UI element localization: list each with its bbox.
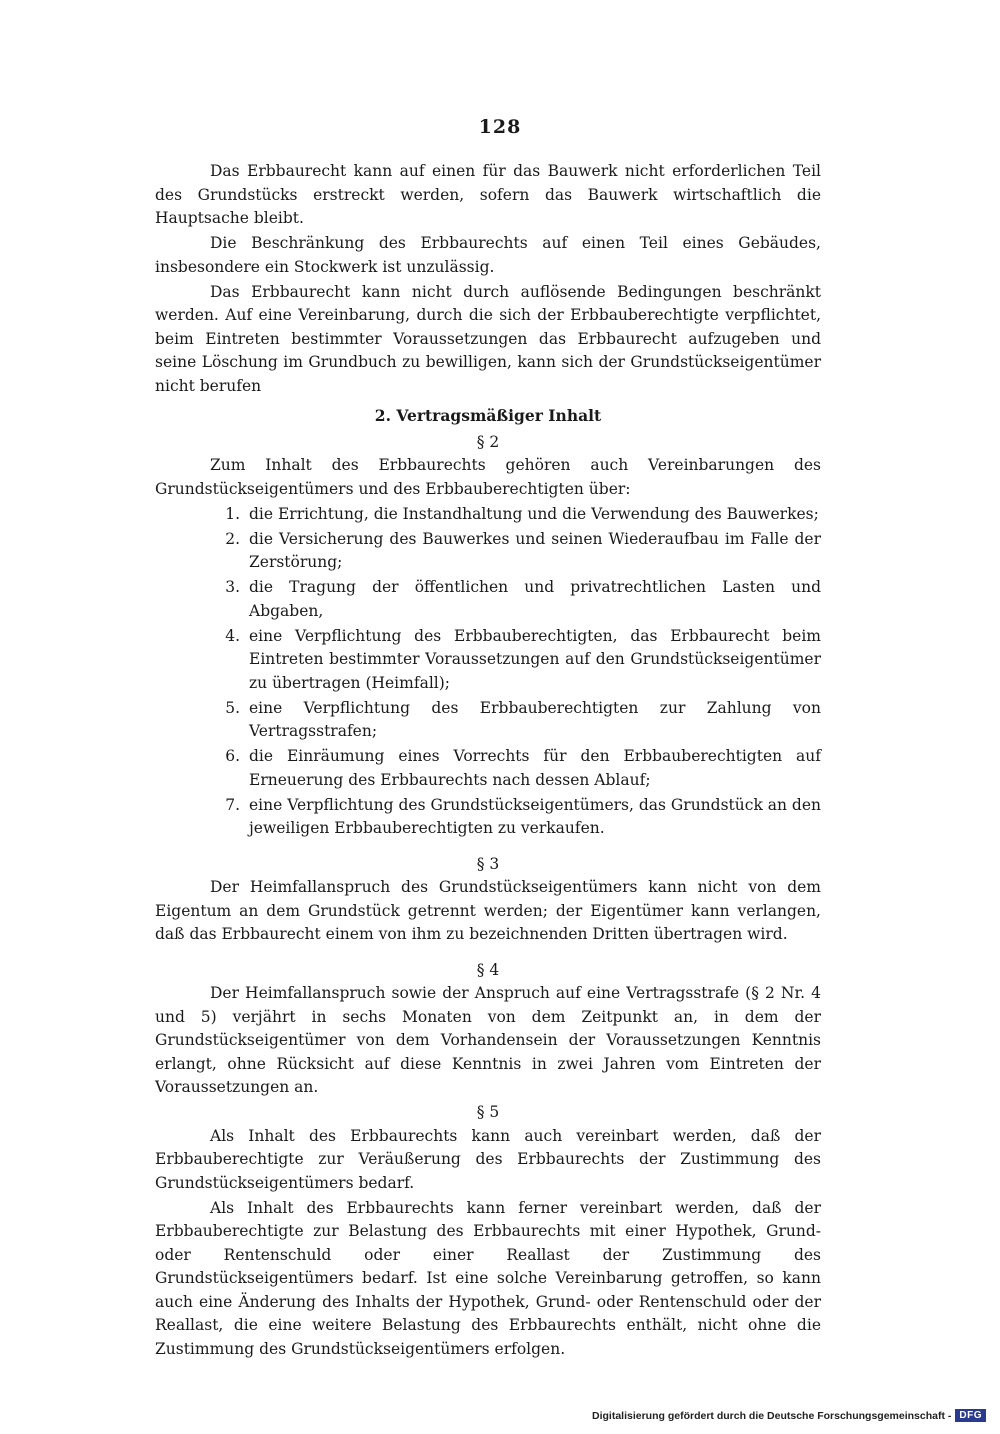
section-heading: 2. Vertragsmäßiger Inhalt <box>374 406 602 425</box>
section-mark-2: § 2 <box>476 432 500 451</box>
s2-list <box>155 503 821 841</box>
list-item <box>155 745 821 792</box>
list-item-text: eine Verpflichtung des Grundstückseigentümers, das Grundstück an den jeweiligen Erbbauberechtigten zu verkaufen. <box>249 795 821 837</box>
list-item <box>155 576 821 623</box>
list-item-text: eine Verpflichtung des Erbbauberechtigten zur Zahlung von Vertragsstrafen; <box>249 698 821 740</box>
list-item <box>155 503 821 527</box>
paragraph-3: Das Erbbaurecht kann nicht durch auflösende Bedingungen beschränkt werden. Auf eine Vereinbarung, durch die sich der Erbbauberechtigte verpflichtet, beim Eintreten bestimmter Voraussetzungen das Erbbaurecht aufzugeben und seine Löschung im Grundbuch zu bewilligen, kann sich der Grundstückseigentümer nicht berufen <box>155 282 821 395</box>
document-body <box>155 160 821 1363</box>
paragraph-2: Die Beschränkung des Erbbaurechts auf einen Teil eines Gebäudes, insbesondere ein Stockwerk ist unzulässig. <box>155 234 821 276</box>
list-item-number: 2. <box>225 529 240 548</box>
list-item <box>155 794 821 841</box>
page-number: 128 <box>478 116 522 138</box>
section-mark-3: § 3 <box>476 854 500 873</box>
footer-text: Digitalisierung gefördert durch die Deutsche Forschungsgemeinschaft - <box>592 1409 952 1422</box>
list-item-number: 6. <box>225 747 240 765</box>
list-item-text: eine Verpflichtung des Erbbauberechtigten, das Erbbaurecht beim Eintreten bestimmter Voraussetzungen auf den Grundstückseigentümer zu übertragen (Heimfall); <box>249 626 821 692</box>
list-item-number: 1. <box>225 504 240 523</box>
list-item-number: 4. <box>225 626 240 645</box>
s5-paragraph-2: Als Inhalt des Erbbaurechts kann ferner vereinbart werden, daß der Erbbauberechtigte zur Belastung des Erbbaurechts mit einer Hypothek, Grund- oder Rentenschuld oder einer Reallast der Zustimmung des Grundstückseigentümers bedarf. Ist eine solche Vereinbarung getroffen, so kann auch eine Änderung des Inhalts der Hypothek, Grund- oder Rentenschuld oder der Reallast, die eine weitere Belastung des Erbbaurechts enthält, nicht ohne die Zustimmung des Grundstückseigentümers erfolgen. <box>155 1198 821 1358</box>
s2-intro: Zum Inhalt des Erbbaurechts gehören auch Vereinbarungen des Grundstückseigentümers und des Erbbauberechtigten über: <box>155 456 821 498</box>
paragraph-1: Das Erbbaurecht kann auf einen für das Bauwerk nicht erforderlichen Teil des Grundstücks erstreckt werden, sofern das Bauwerk wirtschaftlich die Hauptsache bleibt. <box>155 162 821 227</box>
s4-text: Der Heimfallanspruch sowie der Anspruch auf eine Vertragsstrafe (§ 2 Nr. 4 und 5) verjährt in sechs Monaten von dem Zeitpunkt an, in dem der Grundstückseigentümer von dem Vorhandensein der Voraussetzungen Kenntnis erlangt, ohne Rücksicht auf diese Kenntnis in zwei Jahren vom Eintreten der Voraussetzungen an. <box>155 984 821 1096</box>
list-item-text: die Errichtung, die Instandhaltung und die Verwendung des Bauwerkes; <box>249 504 819 523</box>
list-item-text: die Einräumung eines Vorrechts für den Erbbauberechtigten auf Erneuerung des Erbbaurechts nach dessen Ablauf; <box>249 747 821 789</box>
list-item-number: 5. <box>225 698 240 717</box>
s5-paragraph-1: Als Inhalt des Erbbaurechts kann auch vereinbart werden, daß der Erbbauberechtigte zur Veräußerung des Erbbaurechts der Zustimmung des Grundstückseigentümers bedarf. <box>155 1126 821 1192</box>
section-mark-4: § 4 <box>476 960 500 979</box>
list-item-text: die Tragung der öffentlichen und privatrechtlichen Lasten und Abgaben, <box>249 578 821 620</box>
list-item <box>155 625 821 696</box>
list-item-number: 7. <box>225 795 240 814</box>
list-item-number: 3. <box>225 578 240 596</box>
list-item <box>155 697 821 744</box>
section-mark-5: § 5 <box>476 1103 500 1121</box>
footer-credit <box>592 1409 986 1422</box>
s3-text: Der Heimfallanspruch des Grundstückseigentümers kann nicht von dem Eigentum an dem Grundstück getrennt werden; der Eigentümer kann verlangen, daß das Erbbaurecht einem von ihm zu bezeichnenden Dritten übertragen wird. <box>155 878 821 943</box>
list-item-text: die Versicherung des Bauwerkes und seinen Wiederaufbau im Falle der Zerstörung; <box>249 529 821 571</box>
dfg-logo: DFG <box>955 1409 986 1422</box>
list-item <box>155 528 821 575</box>
